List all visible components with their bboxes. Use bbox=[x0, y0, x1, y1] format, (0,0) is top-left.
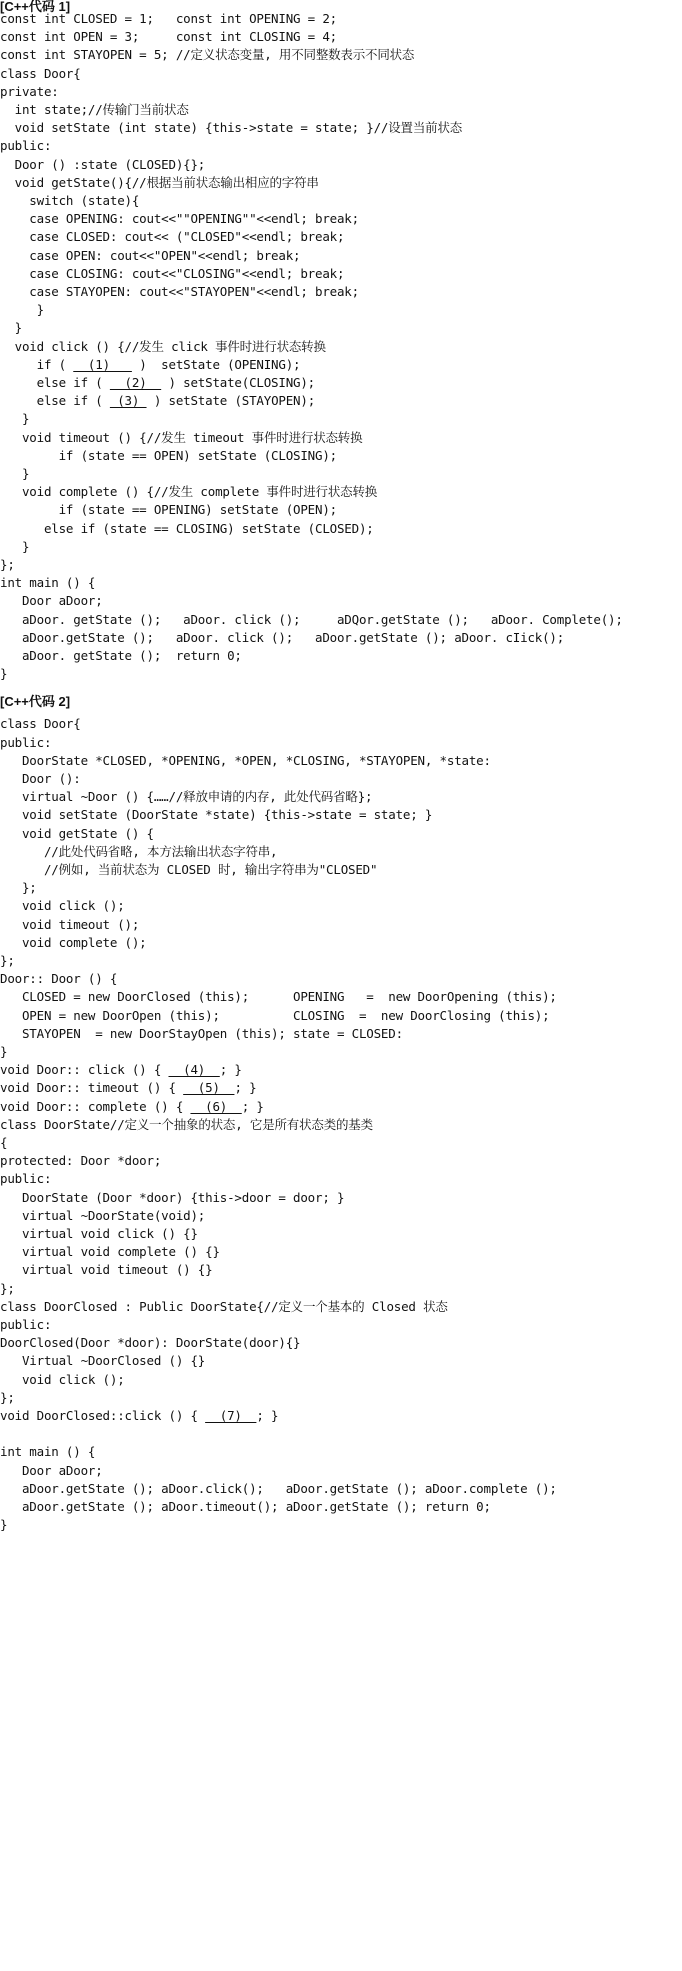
code-text: if (state == OPENING) setState (OPEN); bbox=[0, 502, 337, 518]
section-heading-code-1: [C++代码 1] bbox=[0, 0, 71, 14]
code-text: case OPEN: cout<<"OPEN"<<endl; break; bbox=[0, 247, 301, 263]
code-text: void timeout (); bbox=[0, 916, 140, 932]
code-text: ; } bbox=[256, 1408, 279, 1423]
code-text: } bbox=[0, 466, 30, 481]
code-text: void complete () {//发生 complete 事件时进行状态转换 bbox=[0, 484, 378, 500]
code-line bbox=[0, 1114, 373, 1136]
code-text: Door () :state (CLOSED){}; bbox=[0, 156, 206, 172]
code-text: }; bbox=[0, 557, 15, 572]
code-text: void complete (); bbox=[0, 934, 147, 950]
code-text: DoorClosed(Door *door): DoorState(door){} bbox=[0, 1335, 301, 1351]
code-text: else if (state == CLOSING) setState (CLOSED); bbox=[0, 520, 374, 536]
code-text: case CLOSED: cout<< ("CLOSED"<<endl; break; bbox=[0, 229, 345, 245]
code-text: } bbox=[0, 1517, 8, 1533]
code-text: virtual ~Door () {……//释放申请的内存, 此处代码省略}; bbox=[0, 789, 373, 805]
code-text: ; } bbox=[241, 1098, 264, 1114]
code-text: { bbox=[0, 1135, 8, 1150]
code-line bbox=[0, 117, 462, 139]
code-text: class Door{ bbox=[0, 716, 81, 732]
code-line bbox=[0, 1369, 125, 1391]
code-line bbox=[0, 445, 337, 467]
code-text: }; bbox=[0, 953, 15, 968]
code-text: aDoor.getState (); aDoor.click(); aDoor.getState (); aDoor.complete (); bbox=[0, 1480, 557, 1496]
code-text: private: bbox=[0, 83, 59, 99]
code-line bbox=[0, 518, 374, 540]
code-text: //此处代码省略, 本方法输出状态字符串, bbox=[0, 843, 278, 859]
code-line bbox=[0, 1405, 278, 1427]
answer-blank: (4) bbox=[168, 1062, 220, 1078]
code-text: case OPENING: cout<<""OPENING""<<endl; break; bbox=[0, 211, 359, 227]
code-line bbox=[0, 859, 377, 881]
code-text: public: bbox=[0, 1317, 52, 1332]
code-line bbox=[0, 1496, 491, 1518]
code-text: public: bbox=[0, 734, 52, 750]
code-text: case CLOSING: cout<<"CLOSING"<<endl; break; bbox=[0, 265, 345, 281]
code-text: else if ( bbox=[0, 375, 110, 390]
code-text: public: bbox=[0, 1171, 52, 1187]
code-text: else if ( bbox=[0, 393, 110, 409]
code-text: if (state == OPEN) setState (CLOSING); bbox=[0, 447, 337, 463]
code-text: ) setState (OPENING); bbox=[131, 356, 301, 372]
code-text: } bbox=[0, 666, 8, 682]
section-heading-code-2: [C++代码 2] bbox=[0, 694, 71, 710]
code-text: //例如, 当前状态为 CLOSED 时, 输出字符串为"CLOSED" bbox=[0, 862, 378, 877]
code-text: void getState(){//根据当前状态输出相应的字符串 bbox=[0, 174, 319, 190]
code-text: void setState (DoorState *state) {this->state = state; } bbox=[0, 807, 433, 823]
code-text: void click () {//发生 click 事件时进行状态转换 bbox=[0, 338, 326, 354]
code-text: void Door:: complete () { bbox=[0, 1098, 191, 1114]
code-text: Door aDoor; bbox=[0, 593, 103, 609]
answer-blank: (5) bbox=[183, 1080, 235, 1096]
code-text: void Door:: click () { bbox=[0, 1062, 169, 1078]
code-text: void setState (int state) {this->state = state; }//设置当前状态 bbox=[0, 120, 463, 136]
code-line bbox=[0, 1023, 403, 1045]
code-text: virtual void timeout () {} bbox=[0, 1262, 213, 1278]
code-line bbox=[0, 1259, 212, 1281]
answer-blank: (2) bbox=[109, 375, 162, 390]
code-line bbox=[0, 390, 315, 412]
code-text: DoorState (Door *door) {this->door = door; } bbox=[0, 1189, 345, 1205]
code-line bbox=[0, 1514, 7, 1536]
code-text: class Door{ bbox=[0, 65, 81, 81]
code-text: if ( bbox=[0, 356, 74, 372]
code-text: const int STAYOPEN = 5; //定义状态变量, 用不同整数表示不同状态 bbox=[0, 47, 415, 63]
code-text: ) setState(CLOSING); bbox=[161, 375, 316, 390]
code-text: protected: Door *door; bbox=[0, 1153, 162, 1169]
answer-blank: (3) bbox=[109, 393, 147, 409]
code-line bbox=[0, 645, 242, 667]
code-text: void Door:: timeout () { bbox=[0, 1080, 184, 1096]
code-text: aDoor.getState (); aDoor.timeout(); aDoor.getState (); return 0; bbox=[0, 1499, 491, 1514]
code-text: void timeout () {//发生 timeout 事件时进行状态转换 bbox=[0, 429, 363, 445]
code-text: int main () { bbox=[0, 575, 96, 591]
code-text: } bbox=[0, 320, 22, 336]
code-text: const int CLOSED = 1; const int OPENING = 2; bbox=[0, 11, 337, 26]
code-text: CLOSED = new DoorClosed (this); OPENING = new DoorOpening (this); bbox=[0, 989, 557, 1005]
code-text: virtual void complete () {} bbox=[0, 1244, 220, 1260]
code-text: void click (); bbox=[0, 1371, 125, 1387]
code-text: switch (state){ bbox=[0, 193, 140, 208]
code-text: Door:: Door () { bbox=[0, 971, 118, 987]
code-text: class DoorClosed : Public DoorState{//定义一个基本的 Closed 状态 bbox=[0, 1298, 448, 1314]
code-text: int state;//传输门当前状态 bbox=[0, 102, 189, 117]
code-text: ) setState (STAYOPEN); bbox=[146, 393, 316, 409]
code-text: } bbox=[0, 1044, 8, 1059]
code-text: virtual void click () {} bbox=[0, 1226, 198, 1241]
code-text: case STAYOPEN: cout<<"STAYOPEN"<<endl; break; bbox=[0, 284, 359, 299]
code-text: OPEN = new DoorOpen (this); CLOSING = new DoorClosing (this); bbox=[0, 1007, 550, 1023]
code-text: void getState () { bbox=[0, 825, 154, 841]
answer-blank: (6) bbox=[190, 1098, 242, 1114]
code-text: class DoorState//定义一个抽象的状态, 它是所有状态类的基类 bbox=[0, 1116, 373, 1132]
code-text: } bbox=[0, 411, 30, 427]
code-text: aDoor. getState (); aDoor. click (); aDQor.getState (); aDoor. Complete(); bbox=[0, 611, 623, 627]
code-text: public: bbox=[0, 138, 52, 154]
code-text: ; } bbox=[234, 1080, 257, 1096]
code-line bbox=[0, 932, 147, 954]
code-text: } bbox=[0, 302, 44, 318]
code-text: void DoorClosed::click () { bbox=[0, 1408, 206, 1423]
code-text: DoorState *CLOSED, *OPENING, *OPEN, *CLOSING, *STAYOPEN, *state: bbox=[0, 752, 491, 768]
code-text: int main () { bbox=[0, 1444, 96, 1460]
code-text: const int OPEN = 3; const int CLOSING = 4; bbox=[0, 29, 337, 45]
code-text: Virtual ~DoorClosed () {} bbox=[0, 1353, 206, 1369]
code-text: Door (): bbox=[0, 771, 81, 786]
code-line bbox=[0, 1296, 448, 1318]
answer-blank: (7) bbox=[205, 1408, 257, 1423]
code-line bbox=[0, 663, 7, 685]
code-text: }; bbox=[0, 1389, 15, 1405]
code-text: virtual ~DoorState(void); bbox=[0, 1207, 206, 1223]
code-text: aDoor.getState (); aDoor. click (); aDoor.getState (); aDoor. cIick(); bbox=[0, 629, 565, 645]
code-text: STAYOPEN = new DoorStayOpen (this); state = CLOSED: bbox=[0, 1025, 403, 1041]
code-line bbox=[0, 281, 359, 303]
code-text: Door aDoor; bbox=[0, 1462, 103, 1478]
code-text: }; bbox=[0, 1280, 15, 1296]
code-text: aDoor. getState (); return 0; bbox=[0, 648, 242, 663]
code-text: }; bbox=[0, 880, 37, 896]
answer-blank: (1) bbox=[73, 356, 132, 372]
code-text: ; } bbox=[219, 1062, 242, 1078]
code-text: } bbox=[0, 538, 30, 554]
code-text: void click (); bbox=[0, 898, 125, 914]
